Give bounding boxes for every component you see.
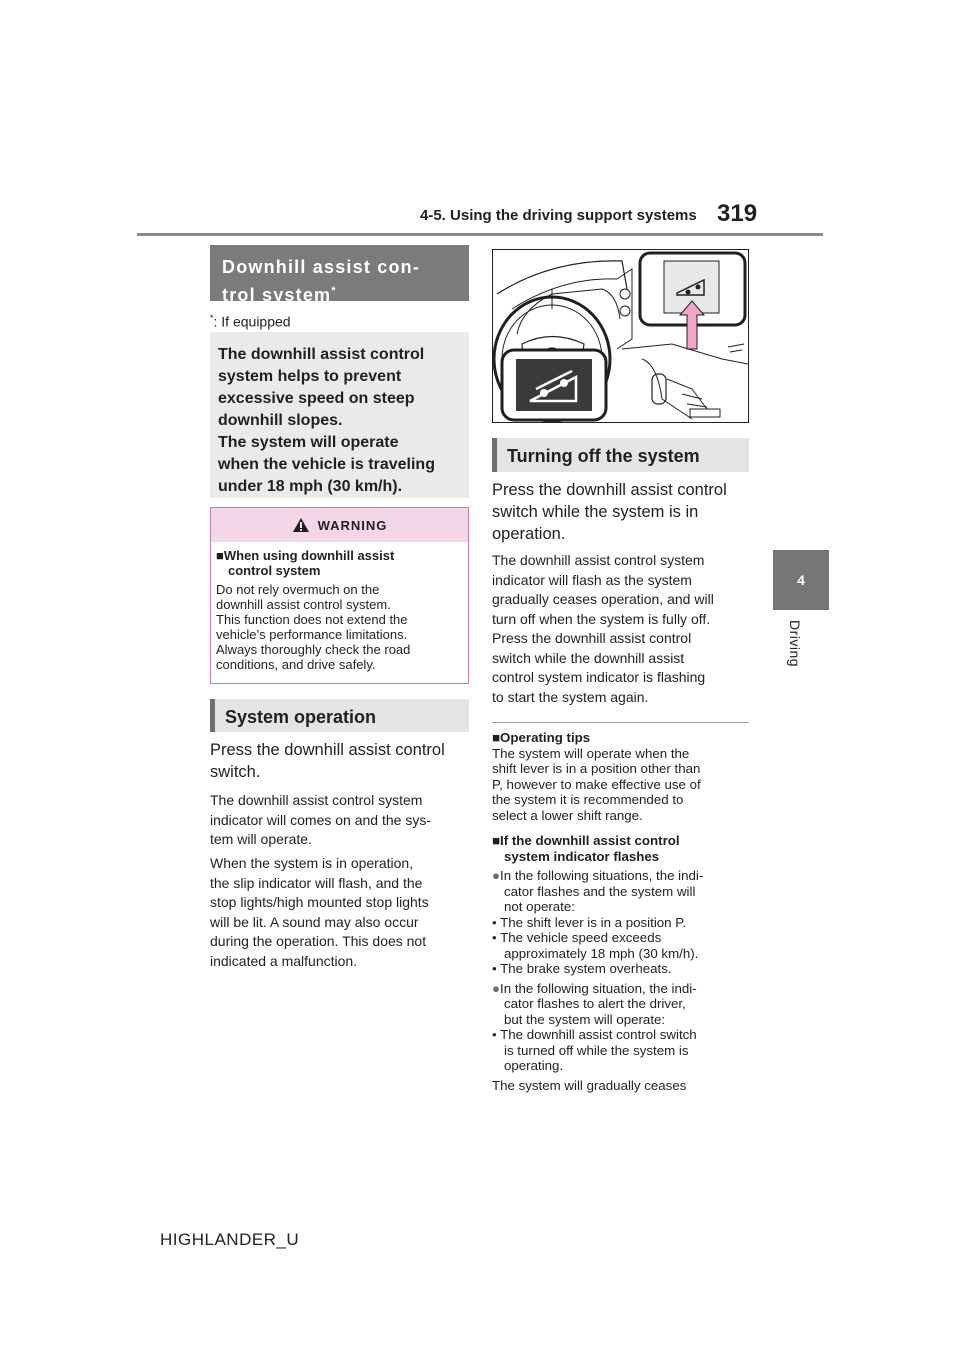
- intro-line: downhill slopes.: [218, 412, 343, 429]
- square-bullet-icon: ■: [492, 833, 501, 848]
- lead-line: switch.: [210, 763, 261, 781]
- tips-line: the system it is recommended to: [492, 792, 684, 807]
- circle-bullet-icon: ●: [492, 868, 501, 883]
- warning-line: This function does not extend the: [216, 612, 408, 627]
- bullet2-item-cont: operating.: [504, 1058, 564, 1073]
- divider: [492, 722, 749, 723]
- tips-line: P, however to make effective use of: [492, 776, 701, 792]
- footnote: [210, 313, 291, 330]
- left-para1: [210, 791, 480, 850]
- warning-line: Always thoroughly check the road: [216, 642, 411, 657]
- warning-triangle-icon: [292, 517, 310, 533]
- intro-line: under 18 mph (30 km/h).: [218, 478, 403, 495]
- bullet2-line: In the following situation, the indi-: [500, 980, 697, 996]
- main-heading-line2: trol system: [222, 285, 332, 305]
- body-line: indicator will flash as the system: [492, 571, 692, 588]
- left-para2: [210, 854, 480, 971]
- warning-line: conditions, and drive safely.: [216, 657, 376, 672]
- tips-line: The system will operate when the: [492, 745, 690, 761]
- intro-line: The system will operate: [218, 434, 399, 451]
- intro-line: system helps to prevent: [218, 368, 402, 385]
- warning-body: [211, 542, 468, 680]
- circle-bullet-icon: ●: [492, 980, 501, 996]
- chapter-number: 4: [797, 572, 805, 588]
- main-heading-line2-wrap: [222, 279, 457, 307]
- main-heading-line1: Downhill assist con-: [222, 257, 421, 277]
- body-line: will be lit. A sound may also occur: [210, 913, 419, 930]
- chapter-tab: [773, 550, 829, 610]
- bullet1-row: [492, 868, 762, 884]
- left-lead: [210, 739, 480, 783]
- tips-heading-row: [492, 730, 762, 746]
- flash-heading-line2: system indicator flashes: [504, 848, 660, 864]
- tips-heading: Operating tips: [500, 730, 591, 745]
- tips-section: [492, 730, 762, 1093]
- warning-subheading-line2: control system: [228, 563, 321, 578]
- bullet2-item-cont: is turned off while the system is: [504, 1042, 689, 1058]
- body-line: switch while the downhill assist: [492, 649, 685, 666]
- body-line: turn off when the system is fully off.: [492, 610, 711, 627]
- warning-subheading-line1: When using downhill assist: [223, 548, 395, 563]
- bullet1-item: • The vehicle speed exceeds: [492, 930, 662, 945]
- warning-line: vehicle’s performance limitations.: [216, 627, 408, 642]
- bullet1-item-cont: approximately 18 mph (30 km/h).: [504, 945, 699, 961]
- lead-line: Press the downhill assist control: [492, 481, 727, 499]
- bullet1-item: • The brake system overheats.: [492, 961, 672, 976]
- main-heading: [210, 245, 469, 305]
- system-operation-heading: System operation: [210, 699, 469, 732]
- body-line: The downhill assist control system: [492, 552, 705, 568]
- main-heading-mark: *: [331, 285, 337, 297]
- body-line: during the operation. This does not: [210, 933, 427, 949]
- body-line: indicated a malfunction.: [210, 952, 358, 969]
- body-line: The downhill assist control system: [210, 792, 423, 808]
- bullet2-row: [492, 981, 762, 997]
- warning-header: [211, 508, 468, 542]
- section-title: 4-5. Using the driving support systems: [420, 207, 697, 224]
- body-line: indicator will comes on and the sys-: [210, 811, 431, 828]
- intro-line: The downhill assist control: [218, 346, 425, 363]
- footnote-text: : If equipped: [213, 313, 291, 330]
- body-line: control system indicator is flashing: [492, 669, 706, 685]
- warning-box: [210, 507, 469, 684]
- spacer: [492, 823, 762, 833]
- intro-line: when the vehicle is traveling: [218, 456, 435, 473]
- body-line: gradually ceases operation, and will: [492, 591, 714, 607]
- footer-model: HIGHLANDER_U: [160, 1230, 300, 1249]
- body-line: When the system is in operation,: [210, 855, 414, 871]
- bullet2-line: cator flashes to alert the driver,: [504, 996, 686, 1011]
- tips-line: select a lower shift range.: [492, 807, 643, 823]
- bullet1-item: • The shift lever is in a position P.: [492, 914, 687, 930]
- right-para: [492, 551, 762, 707]
- turn-off-heading: Turning off the system: [492, 438, 749, 472]
- body-line: the slip indicator will flash, and the: [210, 874, 423, 891]
- intro-box: [210, 332, 469, 498]
- bullet2-item: • The downhill assist control switch: [492, 1027, 697, 1042]
- body-line: stop lights/high mounted stop lights: [210, 894, 429, 910]
- closing-line: The system will gradually ceases: [492, 1077, 687, 1093]
- flash-heading-line1: If the downhill assist control: [500, 833, 680, 848]
- chapter-label: Driving: [787, 620, 803, 668]
- page-number: 319: [717, 200, 758, 227]
- bullet2-line: but the system will operate:: [504, 1011, 666, 1027]
- header-rule: [137, 233, 823, 236]
- bullet1-line: cator flashes and the system will: [504, 883, 696, 899]
- warning-title: WARNING: [317, 517, 388, 533]
- footnote-mark: *: [210, 313, 214, 323]
- warning-line: Do not rely overmuch on the: [216, 582, 380, 597]
- tips-line: shift lever is in a position other than: [492, 761, 701, 776]
- flash-heading-row: [492, 833, 762, 849]
- warning-subheading: [216, 548, 463, 563]
- square-bullet-icon: ■: [216, 548, 224, 563]
- bullet1-line: In the following situations, the indi-: [500, 868, 704, 883]
- lead-line: switch while the system is in: [492, 503, 699, 521]
- bullet1-line: not operate:: [504, 899, 575, 914]
- lead-line: Press the downhill assist control: [210, 741, 445, 759]
- body-line: tem will operate.: [210, 831, 312, 847]
- intro-line: excessive speed on steep: [218, 390, 415, 407]
- square-bullet-icon: ■: [492, 730, 501, 745]
- body-line: Press the downhill assist control: [492, 630, 692, 646]
- warning-line: downhill assist control system.: [216, 597, 391, 612]
- right-lead: [492, 479, 762, 545]
- lead-line: operation.: [492, 525, 566, 543]
- dashboard-illustration: [492, 249, 749, 423]
- body-line: to start the system again.: [492, 688, 649, 705]
